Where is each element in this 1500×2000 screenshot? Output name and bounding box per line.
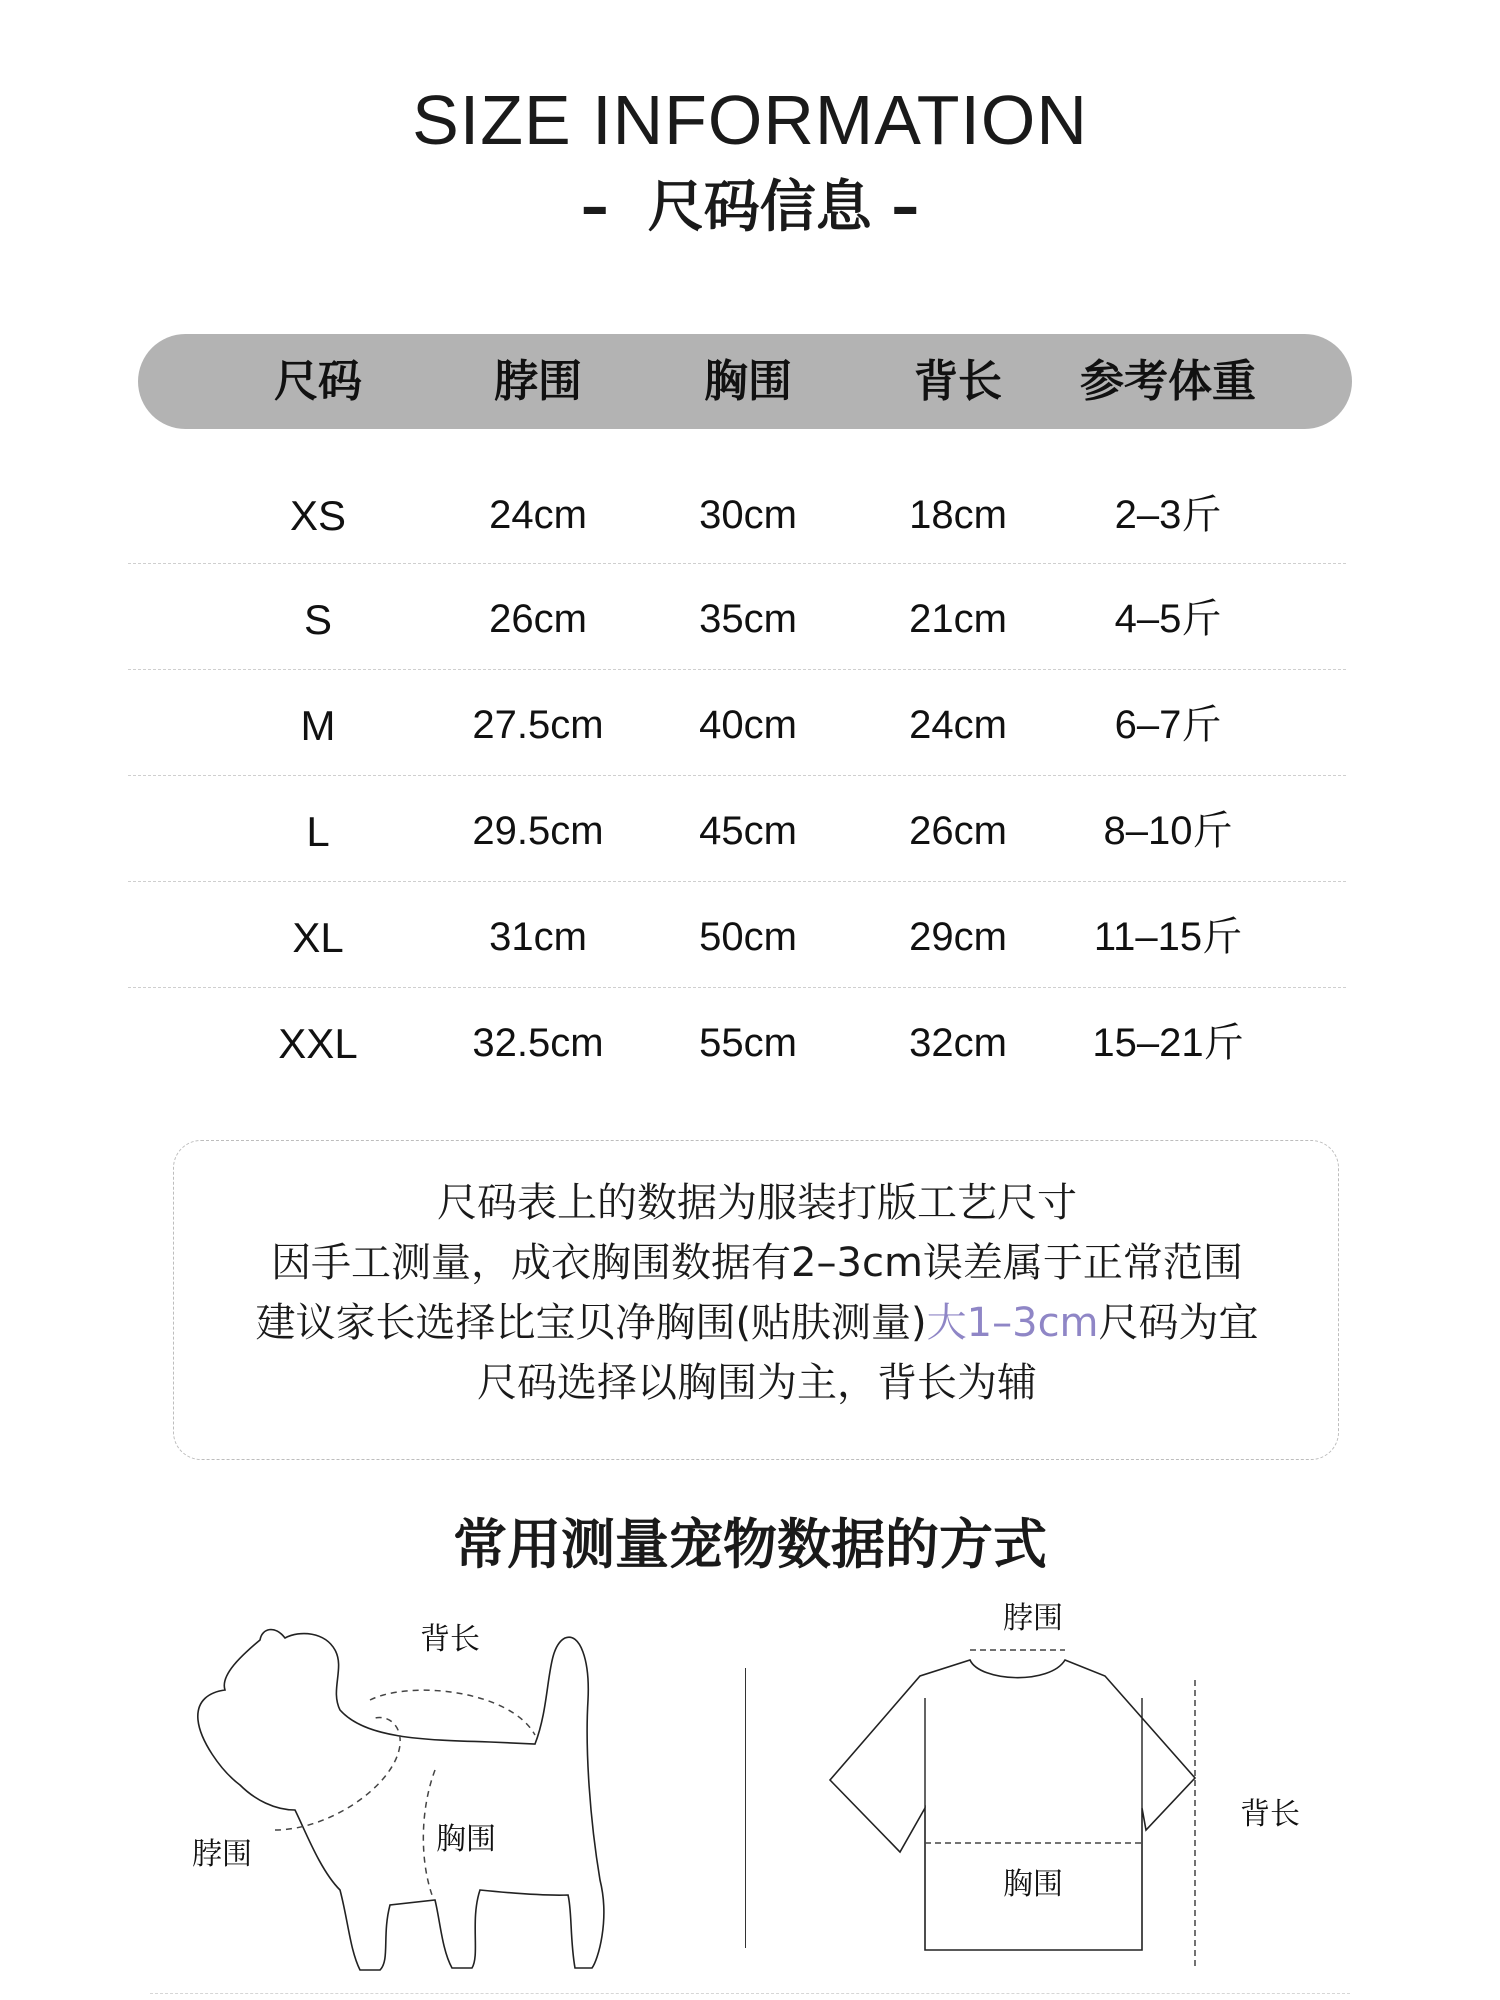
cell-weight: 8–10斤: [1103, 809, 1233, 853]
column-header-weight: 参考体重: [1080, 356, 1256, 407]
dog-label-neck: 脖围: [192, 1837, 252, 1872]
page-title: SIZE INFORMATION: [412, 81, 1088, 159]
column-header-back: 背长: [914, 356, 1002, 407]
cell-weight: 6–7斤: [1114, 703, 1222, 747]
dog-outline-illustration: [180, 1620, 650, 1980]
page-subtitle: – 尺码信息 –: [580, 175, 920, 240]
cell-weight: 11–15斤: [1093, 915, 1243, 959]
cell-back: 24cm: [909, 703, 1007, 747]
note-line-3: [174, 1300, 1340, 1346]
note-line-4: 尺码选择以胸围为主，背长为辅: [477, 1360, 1037, 1406]
row-divider: [128, 669, 1346, 670]
shirt-label-neck: 脖围: [1003, 1601, 1063, 1636]
note-line-3-suffix: 尺码为宜: [1098, 1300, 1259, 1346]
cell-chest: 30cm: [699, 493, 797, 537]
cell-neck: 29.5cm: [472, 809, 604, 853]
cell-size: M: [300, 702, 336, 749]
table-row: [128, 779, 1346, 884]
table-row: [128, 885, 1346, 990]
cell-weight: 4–5斤: [1114, 597, 1222, 641]
note-line-2: 因手工测量，成衣胸围数据有2–3cm误差属于正常范围: [271, 1240, 1243, 1286]
table-row: [128, 567, 1346, 672]
cell-back: 18cm: [909, 493, 1007, 537]
row-divider: [128, 563, 1346, 564]
note-line-3-prefix: 建议家长选择比宝贝净胸围(贴肤测量): [255, 1300, 927, 1346]
cell-chest: 50cm: [699, 915, 797, 959]
row-divider: [128, 987, 1346, 988]
shirt-outline-illustration: [820, 1640, 1250, 1970]
cell-chest: 55cm: [699, 1021, 797, 1065]
cell-weight: 2–3斤: [1114, 493, 1222, 537]
dog-label-back: 背长: [420, 1622, 480, 1657]
cell-chest: 45cm: [699, 809, 797, 853]
cell-neck: 31cm: [489, 915, 587, 959]
table-row: [128, 463, 1346, 568]
cell-back: 32cm: [909, 1021, 1007, 1065]
cell-size: S: [303, 596, 332, 643]
cell-neck: 27.5cm: [472, 703, 604, 747]
cell-size: XS: [289, 492, 347, 539]
cell-size: XL: [292, 914, 344, 961]
notes-box: [173, 1140, 1339, 1460]
table-header: [138, 334, 1352, 429]
cell-weight: 15–21斤: [1092, 1021, 1244, 1065]
cell-size: L: [306, 808, 330, 855]
measure-section-title: 常用测量宠物数据的方式: [453, 1513, 1047, 1576]
diagram-divider: [745, 1668, 746, 1948]
note-line-3-accent: 大1–3cm: [926, 1300, 1099, 1346]
cell-back: 26cm: [909, 809, 1007, 853]
shirt-label-back: 背长: [1240, 1797, 1300, 1832]
shirt-label-chest: 胸围: [1003, 1867, 1063, 1902]
cell-back: 29cm: [909, 915, 1007, 959]
row-divider: [128, 881, 1346, 882]
cell-back: 21cm: [909, 597, 1007, 641]
cell-size: XXL: [278, 1020, 358, 1067]
cell-neck: 24cm: [489, 493, 587, 537]
column-header-neck: 脖围: [494, 356, 582, 407]
cell-neck: 26cm: [489, 597, 587, 641]
column-header-chest: 胸围: [704, 356, 792, 407]
bottom-divider: [150, 1993, 1350, 1994]
cell-chest: 35cm: [699, 597, 797, 641]
cell-chest: 40cm: [699, 703, 797, 747]
cell-neck: 32.5cm: [472, 1021, 604, 1065]
dog-label-chest: 胸围: [436, 1822, 496, 1857]
row-divider: [128, 775, 1346, 776]
table-row: [128, 673, 1346, 778]
note-line-1: 尺码表上的数据为服装打版工艺尺寸: [437, 1180, 1077, 1226]
table-row: [128, 991, 1346, 1096]
column-header-size: 尺码: [274, 356, 362, 407]
